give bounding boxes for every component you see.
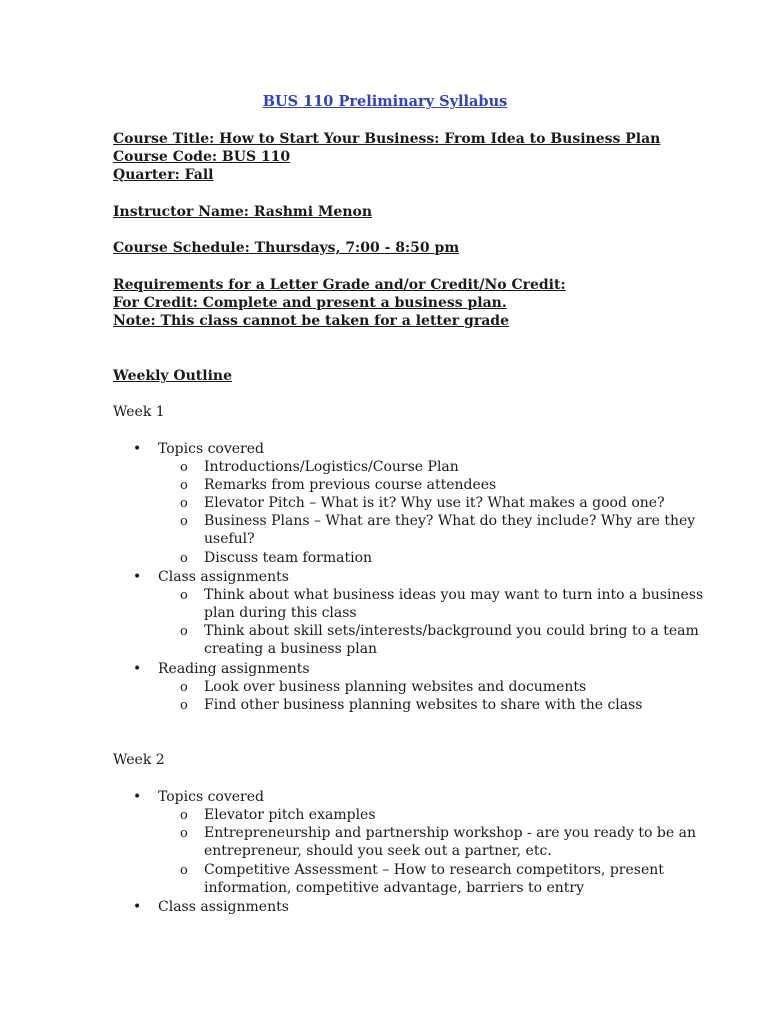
list-item (180, 861, 664, 880)
bullet-icon: • (133, 441, 142, 457)
list-item (133, 788, 264, 806)
circle-bullet-icon: o (180, 826, 188, 841)
topics-label: Topics covered (158, 789, 264, 805)
bullet-icon: • (133, 569, 142, 585)
circle-bullet-icon: o (180, 588, 188, 603)
credit-requirement: For Credit: Complete and present a business plan. (113, 295, 507, 311)
topic-text: Introductions/Logistics/Course Plan (204, 459, 459, 475)
circle-bullet-icon: o (180, 514, 188, 529)
list-item (133, 660, 310, 678)
list-item (180, 512, 695, 531)
quarter: Quarter: Fall (113, 167, 214, 183)
bullet-icon: • (133, 789, 142, 805)
page-title: BUS 110 Preliminary Syllabus (262, 93, 508, 110)
assignment-text: Think about what business ideas you may want to turn into a business (204, 587, 704, 603)
reading-text: Look over business planning websites and documents (204, 679, 587, 695)
list-item (180, 678, 586, 697)
list-item (180, 476, 496, 495)
circle-bullet-icon: o (180, 680, 188, 695)
topic-text: Competitive Assessment – How to research competitors, present (204, 862, 664, 878)
list-item (133, 440, 264, 458)
list-item (180, 806, 376, 825)
circle-bullet-icon: o (180, 698, 188, 713)
reading-text: Find other business planning websites to share with the class (204, 697, 643, 713)
assignment-continuation: creating a business plan (204, 641, 378, 657)
list-item (180, 458, 459, 477)
list-item (180, 586, 703, 605)
topic-text: Elevator pitch examples (204, 807, 376, 823)
bullet-icon: • (133, 661, 142, 677)
list-item (133, 568, 289, 586)
list-item (180, 622, 699, 641)
circle-bullet-icon: o (180, 808, 188, 823)
topics-label: Topics covered (158, 441, 264, 457)
reading-assignments-label: Reading assignments (158, 661, 310, 677)
topic-text: Business Plans – What are they? What do they include? Why are they (204, 513, 696, 529)
circle-bullet-icon: o (180, 551, 188, 566)
topic-text: Entrepreneurship and partnership workshop - are you ready to be an (204, 825, 696, 841)
week-2-label: Week 2 (113, 752, 165, 768)
week-1-label: Week 1 (113, 404, 165, 420)
course-schedule: Course Schedule: Thursdays, 7:00 - 8:50 pm (113, 240, 460, 256)
course-code: Course Code: BUS 110 (113, 149, 291, 165)
class-assignments-label: Class assignments (158, 899, 289, 915)
topic-text: Remarks from previous course attendees (204, 477, 497, 493)
topic-continuation: useful? (204, 531, 255, 547)
bullet-icon: • (133, 899, 142, 915)
circle-bullet-icon: o (180, 624, 188, 639)
assignment-text: Think about skill sets/interests/background you could bring to a team (204, 623, 699, 639)
list-item (133, 898, 289, 916)
weekly-outline-heading: Weekly Outline (113, 368, 232, 384)
list-item (180, 549, 372, 568)
class-assignments-label: Class assignments (158, 569, 289, 585)
list-item (180, 824, 696, 843)
course-title: Course Title: How to Start Your Business: From Idea to Business Plan (113, 131, 661, 147)
requirements-heading: Requirements for a Letter Grade and/or Credit/No Credit: (113, 277, 566, 293)
grade-note: Note: This class cannot be taken for a letter grade (113, 313, 509, 329)
circle-bullet-icon: o (180, 460, 188, 475)
instructor-name: Instructor Name: Rashmi Menon (113, 204, 373, 220)
assignment-continuation: plan during this class (204, 605, 357, 621)
topic-continuation: entrepreneur, should you seek out a partner, etc. (204, 843, 552, 859)
list-item (180, 696, 643, 715)
topic-text: Elevator Pitch – What is it? Why use it? What makes a good one? (204, 495, 665, 511)
topic-text: Discuss team formation (204, 550, 373, 566)
circle-bullet-icon: o (180, 478, 188, 493)
circle-bullet-icon: o (180, 496, 188, 511)
circle-bullet-icon: o (180, 863, 188, 878)
topic-continuation: information, competitive advantage, barriers to entry (204, 880, 585, 896)
list-item (180, 494, 665, 513)
